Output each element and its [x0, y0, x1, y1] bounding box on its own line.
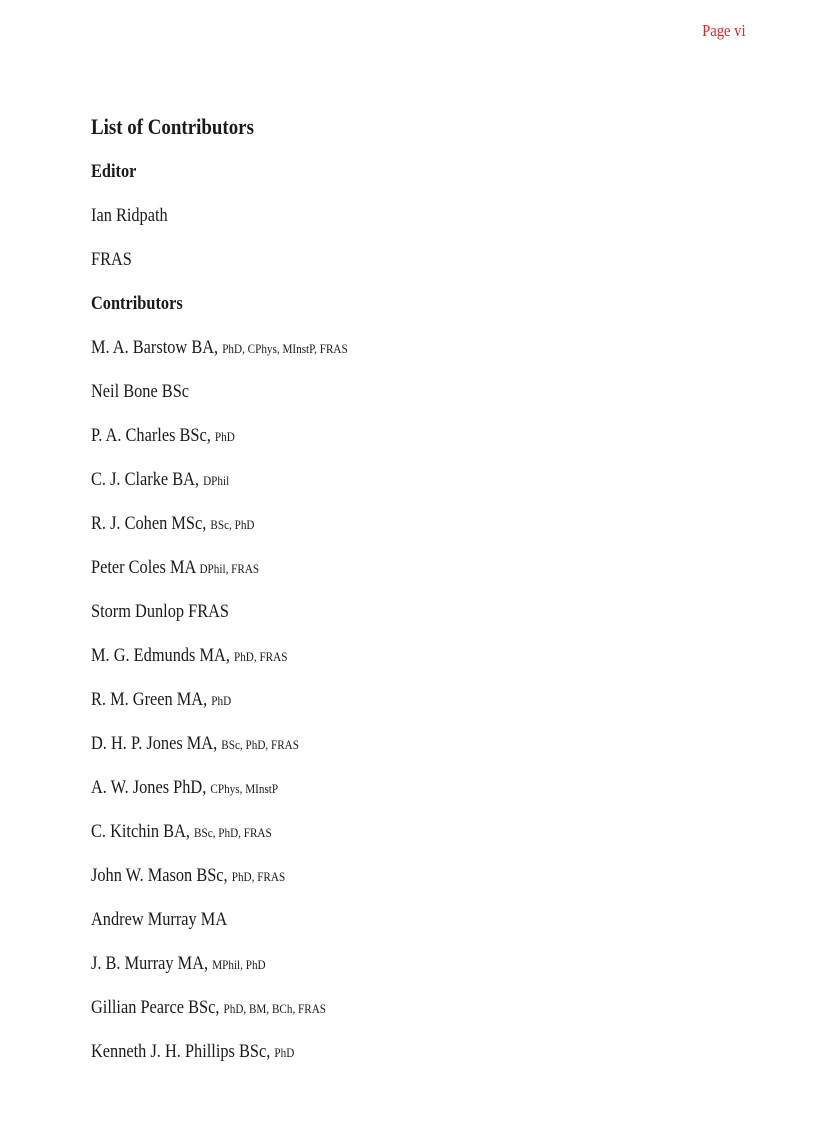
contributor-entry [91, 599, 731, 625]
contributor-credentials: PhD [211, 693, 232, 708]
page-number: Page vi [702, 21, 746, 40]
contributor-text [91, 1039, 294, 1066]
contributor-name: C. Kitchin BA, [91, 821, 190, 842]
contributor-text [91, 555, 259, 582]
contributor-text [91, 819, 272, 846]
contributor-entry [91, 687, 731, 713]
contributor-name: D. H. P. Jones MA, [91, 733, 218, 754]
contributor-entry [91, 775, 731, 801]
contributors-heading: Contributors [91, 293, 183, 314]
contributor-credentials: BSc, PhD [210, 517, 255, 532]
contributor-text [91, 643, 287, 670]
editor-credentials: FRAS [91, 249, 132, 270]
contributor-text [91, 731, 299, 758]
contributor-entry [91, 907, 731, 933]
contributor-text [91, 775, 278, 802]
contributor-credentials: PhD [274, 1045, 295, 1060]
contributor-name: Peter Coles MA [91, 557, 196, 578]
contributor-name: Kenneth J. H. Phillips BSc, [91, 1041, 271, 1062]
contributor-entry [91, 863, 731, 889]
contributor-entry [91, 643, 731, 669]
contributor-list [91, 335, 731, 1065]
contributor-name: R. J. Cohen MSc, [91, 513, 207, 534]
contributor-credentials: DPhil [203, 473, 230, 488]
contributor-entry [91, 467, 731, 493]
contributor-name: Neil Bone BSc [91, 381, 190, 402]
contributor-name: Storm Dunlop FRAS [91, 601, 230, 622]
contributor-name: R. M. Green MA, [91, 689, 208, 710]
contributor-entry [91, 951, 731, 977]
contributor-credentials: PhD, CPhys, MInstP, FRAS [222, 341, 348, 356]
contributor-entry [91, 379, 731, 405]
contributor-text [91, 995, 326, 1022]
contributor-text [91, 951, 266, 978]
contributor-credentials: PhD, BM, BCh, FRAS [223, 1001, 327, 1016]
contributor-name: Andrew Murray MA [91, 909, 228, 930]
contributor-entry [91, 555, 731, 581]
contributor-text [91, 599, 229, 625]
contributor-entry [91, 995, 731, 1021]
contributor-credentials: MPhil, PhD [212, 957, 266, 972]
contributor-text [91, 511, 255, 538]
contributor-entry [91, 1039, 731, 1065]
contributor-credentials: PhD [214, 429, 235, 444]
contributor-text [91, 907, 227, 933]
contributor-name: M. A. Barstow BA, [91, 337, 219, 358]
contributor-credentials: DPhil, FRAS [199, 561, 260, 576]
contributor-text [91, 335, 348, 362]
contributor-name: A. W. Jones PhD, [91, 777, 207, 798]
contributor-credentials: CPhys, MInstP [210, 781, 279, 796]
contributor-entry [91, 335, 731, 361]
contributor-name: J. B. Murray MA, [91, 953, 209, 974]
page-title: List of Contributors [91, 114, 254, 139]
editor-heading: Editor [91, 161, 137, 182]
contributor-credentials: BSc, PhD, FRAS [194, 825, 272, 840]
contributor-name: C. J. Clarke BA, [91, 469, 200, 490]
contributor-text [91, 687, 231, 714]
contributor-name: Gillian Pearce BSc, [91, 997, 220, 1018]
contributor-text [91, 379, 189, 405]
editor-name: Ian Ridpath [91, 205, 168, 226]
contributor-entry [91, 819, 731, 845]
contributor-text [91, 863, 285, 890]
contributor-credentials: PhD, FRAS [233, 649, 288, 664]
contributor-credentials: BSc, PhD, FRAS [221, 737, 299, 752]
contributor-name: M. G. Edmunds MA, [91, 645, 230, 666]
contributor-text [91, 467, 229, 494]
contributor-entry [91, 511, 731, 537]
contributor-entry [91, 423, 731, 449]
contributor-entry [91, 731, 731, 757]
contributor-name: P. A. Charles BSc, [91, 425, 211, 446]
contributor-credentials: PhD, FRAS [231, 869, 286, 884]
contributors-page [91, 112, 731, 1083]
contributor-name: John W. Mason BSc, [91, 865, 228, 886]
contributor-text [91, 423, 235, 450]
